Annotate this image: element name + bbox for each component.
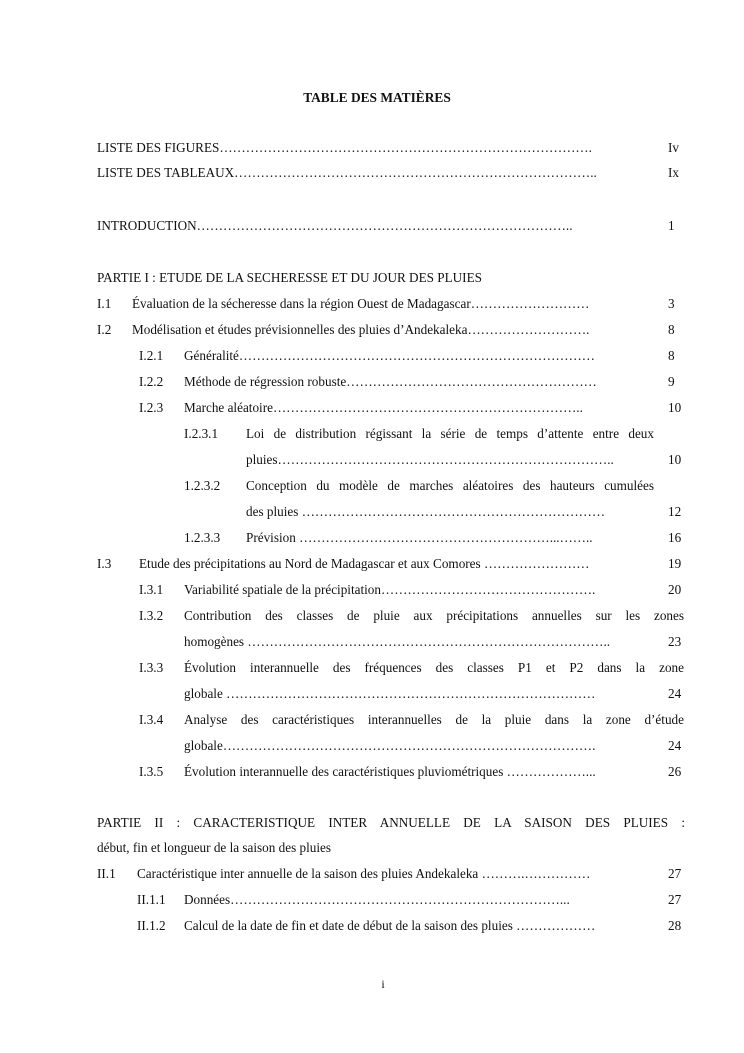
toc-entry-label: Marche aléatoire	[184, 400, 273, 415]
toc-entry-page: Iv	[668, 140, 679, 155]
toc-entry-label: Contribution des classes de pluie aux précipitations annuelles sur les zones	[184, 608, 684, 623]
toc-entry-page: 23	[668, 634, 682, 649]
toc-entry	[132, 322, 662, 338]
toc-entry-label: Caractéristique inter annuelle de la saison des pluies Andekaleka	[137, 866, 482, 881]
leader-dots: ………………………………………………………………………..	[234, 165, 597, 180]
toc-entry	[184, 582, 662, 598]
toc-entry-number: I.2.3	[139, 400, 164, 415]
toc-entry-label: globale	[184, 738, 223, 753]
toc-entry-label: Conception du modèle de marches aléatoires des hauteurs cumulées	[246, 478, 654, 493]
toc-entry-number: I.3.4	[139, 712, 164, 727]
toc-entry-label: INTRODUCTION	[97, 218, 197, 233]
toc-entry	[184, 918, 660, 934]
toc-entry-page: 20	[668, 582, 682, 597]
toc-entry-page: 28	[668, 918, 682, 933]
toc-entry	[184, 738, 664, 754]
leader-dots: …………………………………………………...……..	[299, 530, 593, 545]
toc-entry-number: I.2.1	[139, 348, 164, 363]
toc-entry-label: Évaluation de la sécheresse dans la région Ouest de Madagascar	[132, 296, 471, 311]
toc-entry	[246, 452, 666, 468]
leader-dots: ……………………………………………………………	[301, 504, 605, 519]
toc-entry-page: 9	[668, 374, 675, 389]
toc-entry-page: 26	[668, 764, 682, 779]
toc-entry-page: 10	[668, 452, 682, 467]
leader-dots: ………………………………………………………………………..	[247, 634, 611, 649]
toc-entry	[184, 374, 660, 390]
toc-entry-number: II.1	[97, 866, 116, 881]
toc-entry	[97, 218, 657, 234]
leader-dots: ………………...	[506, 764, 596, 779]
toc-entry-page: 24	[668, 686, 682, 701]
toc-entry-label: pluies	[246, 452, 278, 467]
page-title: TABLE DES MATIÈRES	[303, 90, 451, 105]
toc-entry	[246, 530, 666, 546]
toc-entry-page: 27	[668, 892, 682, 907]
toc-entry	[184, 400, 660, 416]
toc-entry-label: LISTE DES TABLEAUX	[97, 165, 235, 180]
leader-dots: ……………………….	[467, 322, 590, 337]
toc-entry-label: LISTE DES FIGURES	[97, 140, 220, 155]
leader-dots: ……………………………………………………………..	[272, 400, 583, 415]
toc-entry-page: 12	[668, 504, 682, 519]
toc-entry-label: des pluies	[246, 504, 302, 519]
toc-entry-number: I.3.1	[139, 582, 164, 597]
toc-entry	[97, 165, 657, 181]
toc-entry-page: 24	[668, 738, 682, 753]
leader-dots: ……………………	[483, 556, 590, 571]
toc-entry	[97, 140, 647, 156]
toc-entry	[184, 634, 664, 650]
toc-entry-label: Généralité	[184, 348, 239, 363]
toc-entry-label: Variabilité spatiale de la précipitation	[184, 582, 381, 597]
leader-dots: ………………………………………………………………………….	[222, 738, 596, 753]
toc-entry-page: 19	[668, 556, 682, 571]
toc-entry-number: II.1.1	[137, 892, 166, 907]
toc-entry-number: I.1	[97, 296, 112, 311]
toc-entry	[246, 504, 666, 520]
toc-entry-label: Méthode de régression robuste	[184, 374, 347, 389]
toc-entry-number: 1.2.3.2	[184, 478, 221, 493]
toc-entry	[139, 556, 663, 572]
toc-entry-number: I.2.2	[139, 374, 164, 389]
toc-entry-label: Loi de distribution régissant la série de temps d’attente entre deux	[246, 426, 654, 441]
part-heading: PARTIE I : ETUDE DE LA SECHERESSE ET DU JOUR DES PLUIES	[97, 270, 482, 285]
leader-dots: ………………………	[470, 296, 590, 311]
leader-dots: ………………………………………….	[381, 582, 596, 597]
toc-entry-number: I.2.3.1	[184, 426, 219, 441]
leader-dots: ………………………………………………………………………….	[219, 140, 592, 155]
toc-entry-number: II.1.2	[137, 918, 166, 933]
toc-entry-page: Ix	[668, 165, 679, 180]
toc-entry-label: Etude des précipitations au Nord de Madagascar et aux Comores	[139, 556, 484, 571]
toc-entry	[137, 866, 661, 882]
toc-entry-label: Données	[184, 892, 231, 907]
leader-dots: …………………………………………………………………………..	[196, 218, 573, 233]
part-heading-continued: début, fin et longueur de la saison des pluies	[97, 840, 332, 855]
toc-entry	[184, 348, 660, 364]
leader-dots: …………………………………………………	[346, 374, 597, 389]
toc-entry-number: I.3.3	[139, 660, 164, 675]
toc-entry-page: 8	[668, 322, 675, 337]
leader-dots: ………………………………………………………………………	[238, 348, 595, 363]
leader-dots: …………………………………………………………………...	[230, 892, 570, 907]
page-number: i	[381, 977, 385, 991]
toc-entry-label: Évolution interannuelle des fréquences des classes P1 et P2 dans la zone	[184, 660, 684, 675]
toc-entry-page: 27	[668, 866, 682, 881]
toc-entry-number: 1.2.3.3	[184, 530, 221, 545]
toc-entry-page: 3	[668, 296, 675, 311]
toc-entry-page: 8	[668, 348, 675, 363]
toc-entry-label: homogènes	[184, 634, 248, 649]
leader-dots: …………………………………………………………………..	[277, 452, 614, 467]
toc-entry-number: I.3	[97, 556, 112, 571]
toc-entry-page: 1	[668, 218, 675, 233]
leader-dots: ……….……………	[481, 866, 591, 881]
toc-entry	[132, 296, 662, 312]
toc-entry	[184, 892, 664, 908]
toc-entry-page: 10	[668, 400, 682, 415]
part-heading: PARTIE II : CARACTERISTIQUE INTER ANNUELLE DE LA SAISON DES PLUIES :	[97, 815, 685, 830]
toc-entry-page: 16	[668, 530, 682, 545]
toc-entry-label: Calcul de la date de fin et date de début de la saison des pluies	[184, 918, 517, 933]
toc-entry-number: I.2	[97, 322, 112, 337]
toc-entry-number: I.3.5	[139, 764, 164, 779]
toc-entry-label: Prévision	[246, 530, 300, 545]
toc-entry	[184, 686, 660, 702]
toc-entry-number: I.3.2	[139, 608, 164, 623]
toc-entry-label: Analyse des caractéristiques interannuelles de la pluie dans la zone d’étude	[184, 712, 684, 727]
leader-dots: …………………………………………………………………………	[226, 686, 596, 701]
toc-entry-label: Modélisation et études prévisionnelles des pluies d’Andekaleka	[132, 322, 468, 337]
toc-entry	[184, 764, 664, 780]
toc-entry-label: globale	[184, 686, 227, 701]
leader-dots: ………………	[516, 918, 596, 933]
toc-entry-label: Évolution interannuelle des caractéristiques pluviométriques	[184, 764, 507, 779]
